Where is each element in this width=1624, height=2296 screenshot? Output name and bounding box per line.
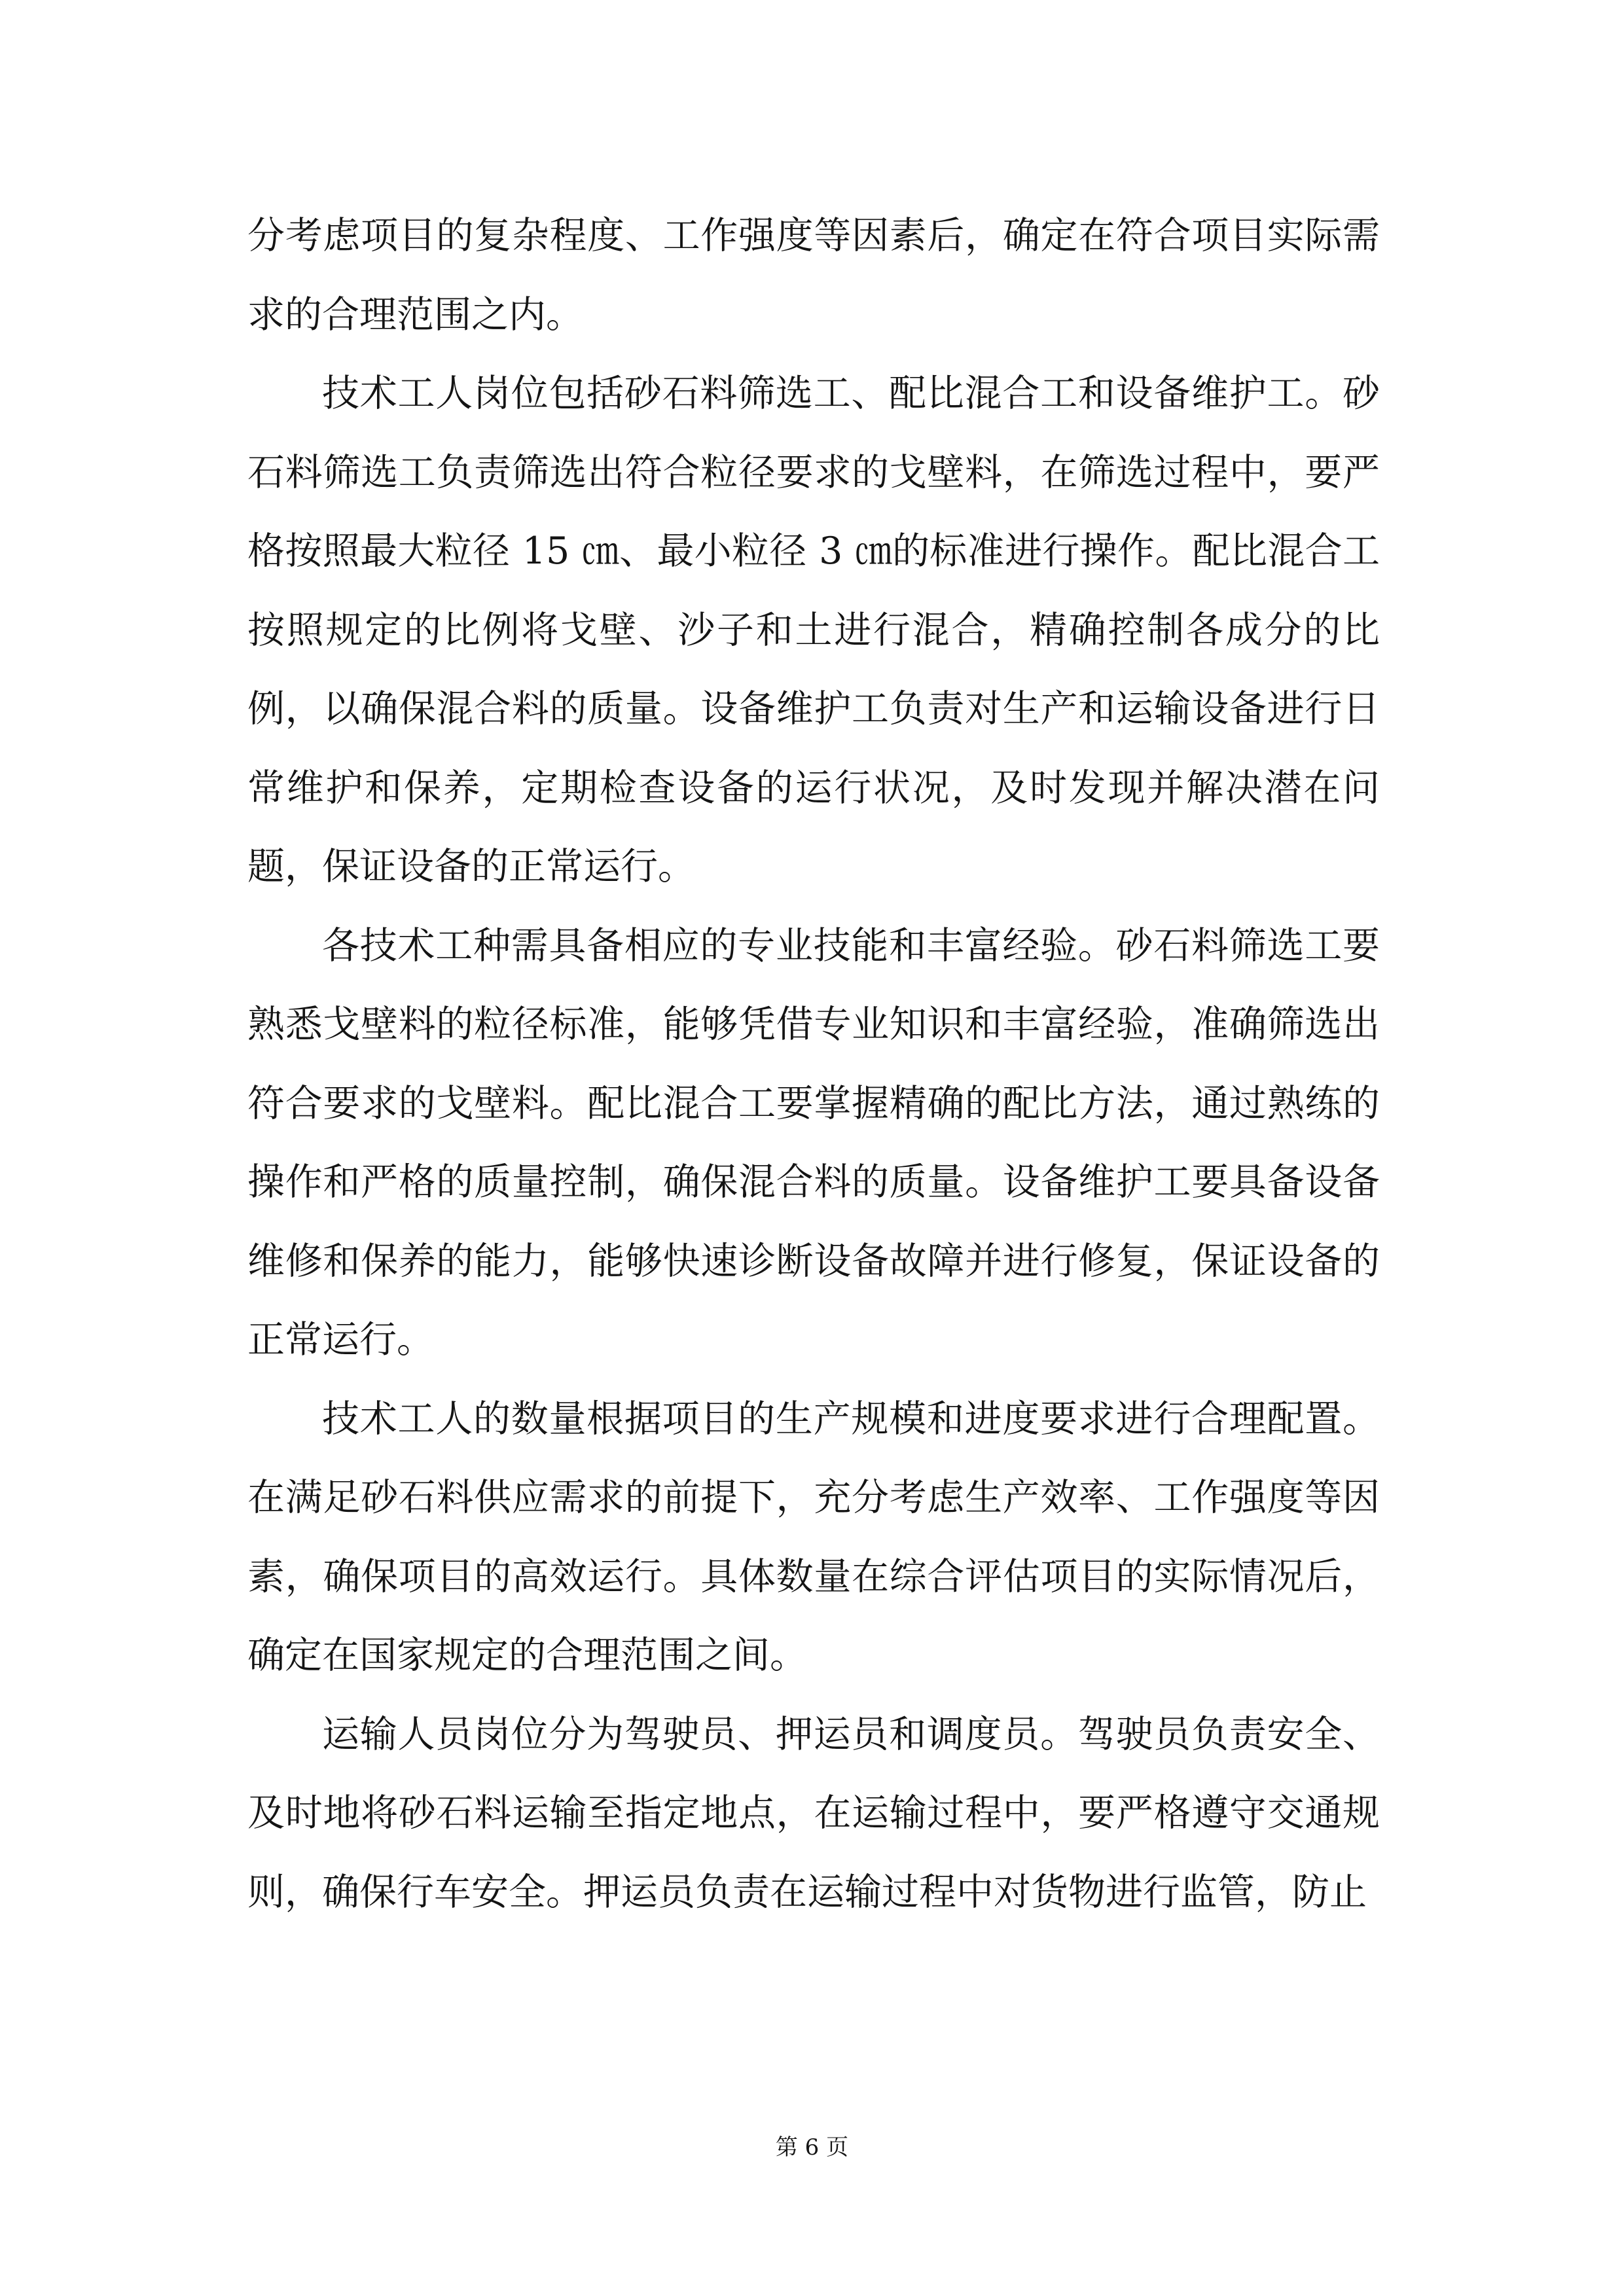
body-text (247, 196, 1380, 1931)
paragraph-technical-worker-count: 技术工人的数量根据项目的生产规模和进度要求进行合理配置。在满足砂石料供应需求的前提下，充分考虑生产效率、工作强度等因素，确保项目的高效运行。具体数量在综合评估项目的实际情况后，确定在国家规定的合理范围之间。 (247, 1397, 1380, 1677)
page-number-footer: 第 6 页 (775, 2134, 849, 2161)
paragraph-technical-worker-positions: 技术工人岗位包括砂石料筛选工、配比混合工和设备维护工。砂石料筛选工负责筛选出符合粒径要求的戈壁料，在筛选过程中，要严格按照最大粒径 15 ㎝、最小粒径 3 ㎝的标准进行操作。配比混合工按照规定的比例将戈壁、沙子和土进行混合，精确控制各成分的比例，以确保混合料的质量。设备维护工负责对生产和运输设备进行日常维护和保养，定期检查设备的运行状况，及时发现并解决潜在问题，保证设备的正常运行。 (247, 372, 1380, 888)
paragraph-continuation: 分考虑项目的复杂程度、工作强度等因素后，确定在符合项目实际需求的合理范围之内。 (247, 214, 1380, 336)
paragraph-technical-skills: 各技术工种需具备相应的专业技能和丰富经验。砂石料筛选工要熟悉戈壁料的粒径标准，能够凭借专业知识和丰富经验，准确筛选出符合要求的戈壁料。配比混合工要掌握精确的配比方法，通过熟练的操作和严格的质量控制，确保混合料的质量。设备维护工要具备设备维修和保养的能力，能够快速诊断设备故障并进行修复，保证设备的正常运行。 (247, 924, 1380, 1361)
paragraph-transport-personnel: 运输人员岗位分为驾驶员、押运员和调度员。驾驶员负责安全、及时地将砂石料运输至指定地点，在运输过程中，要严格遵守交通规则，确保行车安全。押运员负责在运输过程中对货物进行监管，防止 (247, 1712, 1380, 1914)
